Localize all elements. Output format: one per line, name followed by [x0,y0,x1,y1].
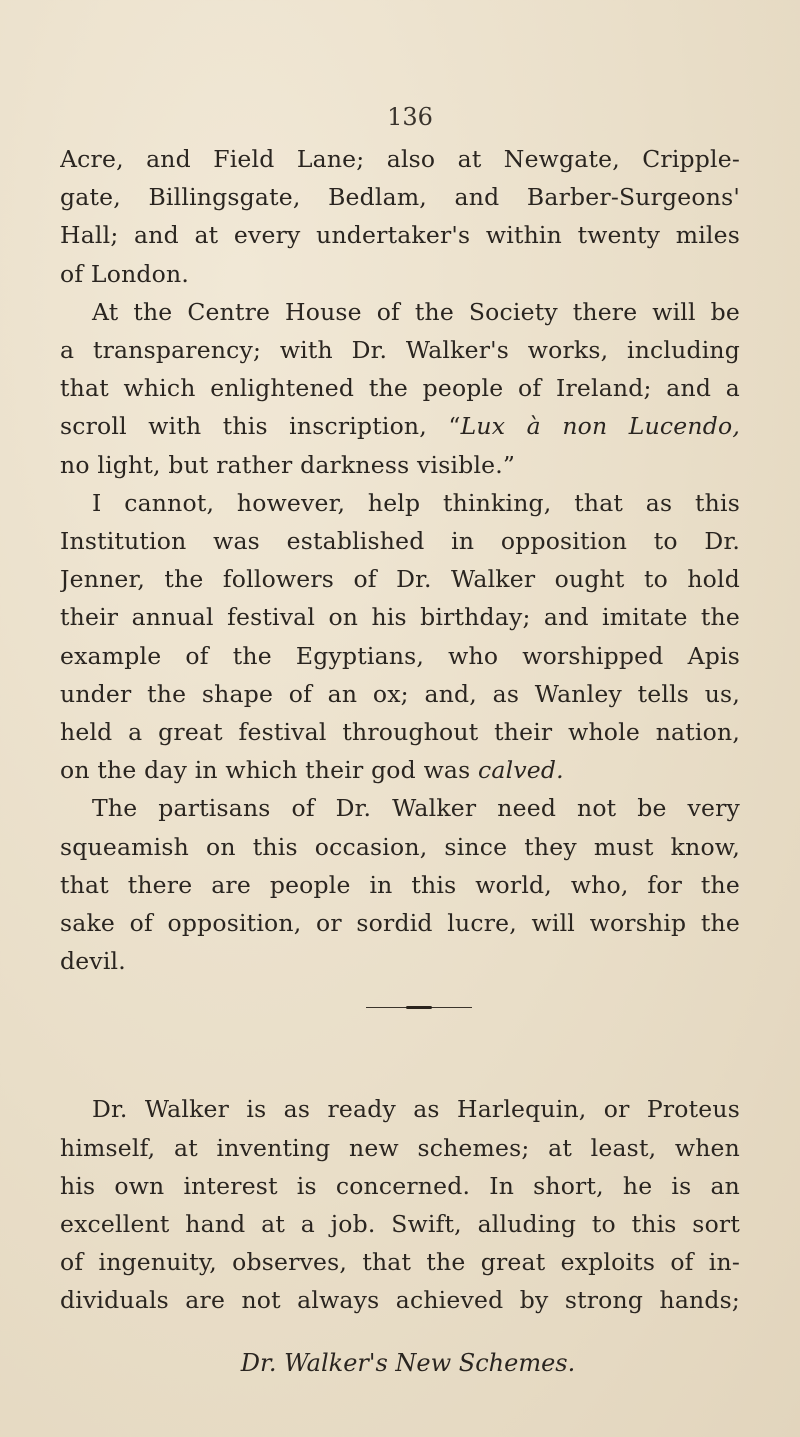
divider-ornament [406,1006,432,1009]
section-divider [366,1006,472,1009]
text-line: devil. [60,947,126,976]
text-line: gate, Billingsgate, Bedlam, and Barber-Surgeons' [60,183,740,212]
text-line: under the shape of an ox; and, as Wanley tells us, [60,679,740,708]
emphasis-word: calved. [478,756,564,785]
text-segment: scroll with this inscription, “ [60,412,461,441]
text-line: that there are people in this world, who, for the [60,870,740,899]
text-line: At the Centre House of the Society there will be [92,297,740,326]
text-line: Institution was established in opposition to Dr. [60,527,740,556]
page-number: 136 [387,103,433,131]
text-line: his own interest is concerned. In short, he is an [60,1171,740,1200]
text-line: dividuals are not always achieved by strong hands; [60,1286,740,1315]
text-line: Acre, and Field Lane; also at Newgate, Cripple- [60,145,740,173]
text-line: that which enlightened the people of Ireland; and a [60,374,740,403]
text-line: excellent hand at a job. Swift, alluding to this sort [60,1210,740,1238]
text-line: no light, but rather darkness visible.” [60,450,516,479]
text-line [60,751,740,789]
text-line: their annual festival on his birthday; and imitate the [60,603,740,632]
text-line: of ingenuity, observes, that the great exploits of in- [60,1248,740,1277]
text-line: held a great festival throughout their whole nation, [60,718,740,747]
text-line: The partisans of Dr. Walker need not be very [92,794,740,823]
section-heading: Dr. Walker's New Schemes. [240,1349,576,1377]
text-line: Jenner, the followers of Dr. Walker ought to hold [60,565,740,594]
text-line: of London. [60,259,190,288]
text-line: himself, at inventing new schemes; at least, when [60,1133,740,1162]
body-text [60,140,740,980]
text-line: squeamish on this occasion, since they must know, [60,832,740,861]
text-line [60,407,740,445]
text-line: I cannot, however, help thinking, that as this [92,488,740,517]
text-line: Dr. Walker is as ready as Harlequin, or Proteus [92,1095,740,1124]
text-line: example of the Egyptians, who worshipped Apis [60,641,740,670]
text-segment: on the day in which their god was [60,756,479,785]
latin-inscription: Lux à non Lucendo, [460,412,740,441]
text-line: a transparency; with Dr. Walker's works, including [60,336,740,365]
text-line: sake of opposition, or sordid lucre, will worship the [60,909,740,938]
text-line: Hall; and at every undertaker's within twenty miles [60,221,740,250]
